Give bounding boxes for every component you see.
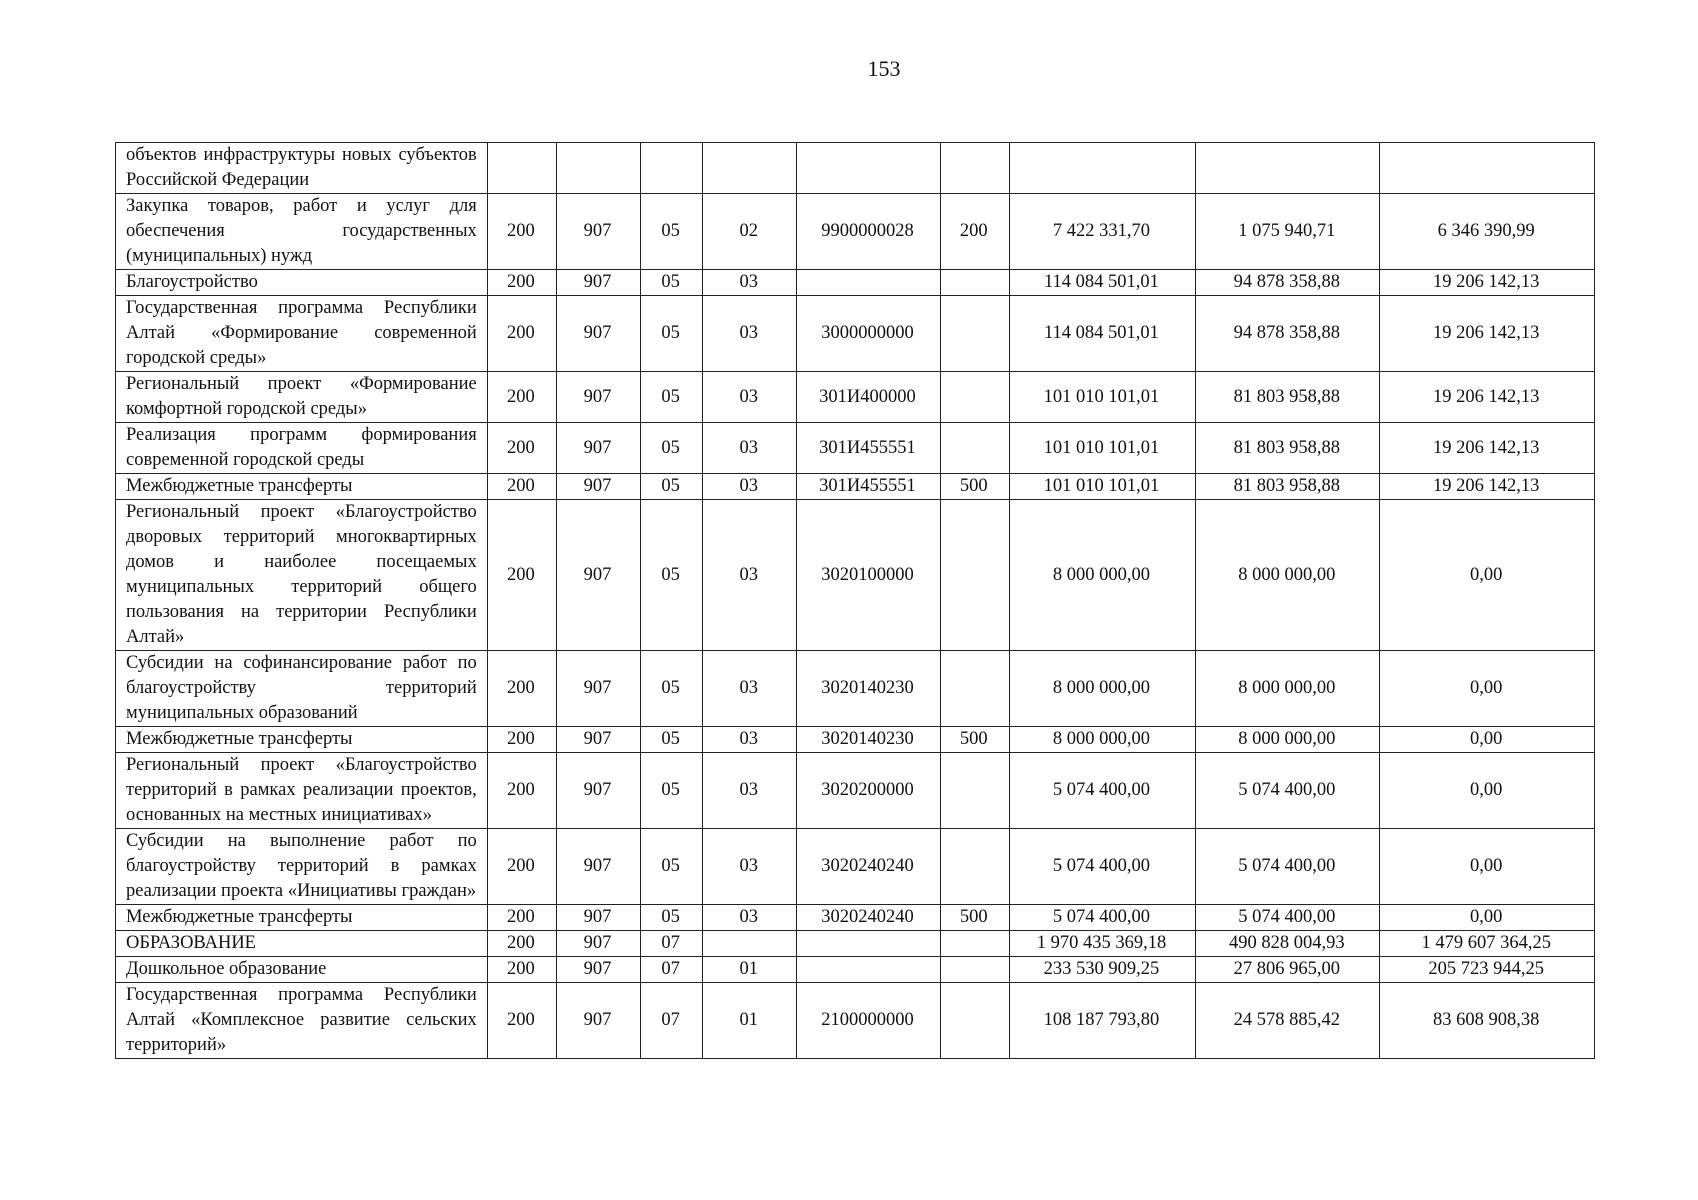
cell: 19 206 142,13 xyxy=(1380,474,1595,500)
cell xyxy=(487,143,556,194)
row-name: Государственная программа Республики Алтай «Комплексное развитие сельских территорий» xyxy=(116,983,488,1059)
table-row xyxy=(116,474,1595,500)
cell xyxy=(940,372,1009,423)
cell: 907 xyxy=(556,829,640,905)
cell: 3020140230 xyxy=(797,651,940,727)
row-name: Межбюджетные трансферты xyxy=(116,727,488,753)
cell: 200 xyxy=(487,423,556,474)
row-name: Благоустройство xyxy=(116,270,488,296)
cell: 05 xyxy=(641,753,703,829)
cell xyxy=(940,931,1009,957)
cell: 301И455551 xyxy=(797,474,940,500)
cell: 94 878 358,88 xyxy=(1196,270,1380,296)
cell xyxy=(940,651,1009,727)
cell: 108 187 793,80 xyxy=(1009,983,1195,1059)
cell xyxy=(1009,143,1195,194)
cell: 24 578 885,42 xyxy=(1196,983,1380,1059)
cell: 6 346 390,99 xyxy=(1380,194,1595,270)
cell xyxy=(940,957,1009,983)
cell: 81 803 958,88 xyxy=(1196,372,1380,423)
cell: 0,00 xyxy=(1380,753,1595,829)
cell: 114 084 501,01 xyxy=(1009,270,1195,296)
cell xyxy=(797,931,940,957)
cell: 07 xyxy=(641,983,703,1059)
table-row xyxy=(116,829,1595,905)
table-body xyxy=(116,143,1595,1059)
table-row xyxy=(116,983,1595,1059)
cell xyxy=(797,270,940,296)
cell: 5 074 400,00 xyxy=(1196,905,1380,931)
cell: 03 xyxy=(703,423,797,474)
row-name: Региональный проект «Формирование комфортной городской среды» xyxy=(116,372,488,423)
cell: 0,00 xyxy=(1380,651,1595,727)
cell: 1 479 607 364,25 xyxy=(1380,931,1595,957)
row-name: Межбюджетные трансферты xyxy=(116,474,488,500)
cell: 05 xyxy=(641,905,703,931)
cell: 907 xyxy=(556,957,640,983)
row-name: Закупка товаров, работ и услуг для обеспечения государственных (муниципальных) нужд xyxy=(116,194,488,270)
cell: 8 000 000,00 xyxy=(1009,727,1195,753)
cell xyxy=(703,143,797,194)
cell: 03 xyxy=(703,829,797,905)
cell: 200 xyxy=(487,753,556,829)
cell: 490 828 004,93 xyxy=(1196,931,1380,957)
cell: 0,00 xyxy=(1380,905,1595,931)
cell: 19 206 142,13 xyxy=(1380,296,1595,372)
cell: 05 xyxy=(641,474,703,500)
cell: 101 010 101,01 xyxy=(1009,474,1195,500)
cell: 5 074 400,00 xyxy=(1009,905,1195,931)
cell: 200 xyxy=(487,905,556,931)
cell xyxy=(940,983,1009,1059)
table-row xyxy=(116,296,1595,372)
cell: 3000000000 xyxy=(797,296,940,372)
cell: 19 206 142,13 xyxy=(1380,270,1595,296)
cell: 0,00 xyxy=(1380,829,1595,905)
table-row xyxy=(116,143,1595,194)
cell xyxy=(1380,143,1595,194)
cell: 200 xyxy=(940,194,1009,270)
cell: 02 xyxy=(703,194,797,270)
cell: 200 xyxy=(487,194,556,270)
cell: 200 xyxy=(487,500,556,651)
cell: 03 xyxy=(703,296,797,372)
cell xyxy=(556,143,640,194)
cell: 5 074 400,00 xyxy=(1009,829,1195,905)
cell: 3020100000 xyxy=(797,500,940,651)
cell: 200 xyxy=(487,829,556,905)
cell: 05 xyxy=(641,651,703,727)
cell: 3020240240 xyxy=(797,829,940,905)
cell: 03 xyxy=(703,372,797,423)
table-row xyxy=(116,270,1595,296)
budget-table xyxy=(115,142,1595,1059)
row-name: объектов инфраструктуры новых субъектов Российской Федерации xyxy=(116,143,488,194)
cell: 200 xyxy=(487,983,556,1059)
cell: 07 xyxy=(641,931,703,957)
cell: 9900000028 xyxy=(797,194,940,270)
table-row xyxy=(116,423,1595,474)
cell: 500 xyxy=(940,905,1009,931)
cell xyxy=(797,143,940,194)
cell xyxy=(940,296,1009,372)
cell: 8 000 000,00 xyxy=(1196,727,1380,753)
cell xyxy=(940,500,1009,651)
cell xyxy=(940,143,1009,194)
table-row xyxy=(116,651,1595,727)
cell: 200 xyxy=(487,270,556,296)
table-row xyxy=(116,753,1595,829)
cell: 101 010 101,01 xyxy=(1009,372,1195,423)
cell: 907 xyxy=(556,372,640,423)
cell xyxy=(1196,143,1380,194)
row-name: Государственная программа Республики Алтай «Формирование современной городской среды» xyxy=(116,296,488,372)
cell: 907 xyxy=(556,983,640,1059)
cell: 1 075 940,71 xyxy=(1196,194,1380,270)
cell: 83 608 908,38 xyxy=(1380,983,1595,1059)
table-row xyxy=(116,194,1595,270)
cell: 200 xyxy=(487,957,556,983)
cell: 05 xyxy=(641,500,703,651)
cell xyxy=(940,270,1009,296)
cell: 200 xyxy=(487,727,556,753)
table-row xyxy=(116,905,1595,931)
cell: 101 010 101,01 xyxy=(1009,423,1195,474)
cell: 03 xyxy=(703,474,797,500)
cell: 03 xyxy=(703,500,797,651)
cell: 0,00 xyxy=(1380,727,1595,753)
cell: 19 206 142,13 xyxy=(1380,423,1595,474)
cell: 907 xyxy=(556,753,640,829)
row-name: Субсидии на софинансирование работ по благоустройству территорий муниципальных образований xyxy=(116,651,488,727)
cell: 907 xyxy=(556,905,640,931)
row-name: Субсидии на выполнение работ по благоустройству территорий в рамках реализации проекта «Инициативы граждан» xyxy=(116,829,488,905)
cell: 500 xyxy=(940,474,1009,500)
cell: 81 803 958,88 xyxy=(1196,474,1380,500)
cell: 27 806 965,00 xyxy=(1196,957,1380,983)
table-row xyxy=(116,931,1595,957)
cell: 03 xyxy=(703,753,797,829)
cell: 07 xyxy=(641,957,703,983)
cell: 19 206 142,13 xyxy=(1380,372,1595,423)
cell: 2100000000 xyxy=(797,983,940,1059)
page-number: 153 xyxy=(867,56,901,81)
cell: 8 000 000,00 xyxy=(1196,500,1380,651)
cell: 03 xyxy=(703,727,797,753)
table-row xyxy=(116,727,1595,753)
cell xyxy=(797,957,940,983)
cell: 907 xyxy=(556,474,640,500)
cell: 3020200000 xyxy=(797,753,940,829)
cell: 05 xyxy=(641,829,703,905)
cell: 301И400000 xyxy=(797,372,940,423)
cell: 5 074 400,00 xyxy=(1196,753,1380,829)
cell: 500 xyxy=(940,727,1009,753)
cell xyxy=(940,829,1009,905)
cell: 03 xyxy=(703,270,797,296)
cell: 05 xyxy=(641,423,703,474)
row-name: ОБРАЗОВАНИЕ xyxy=(116,931,488,957)
row-name: Региональный проект «Благоустройство дворовых территорий многоквартирных домов и наиболее посещаемых муниципальных территорий общего пользования на территории Республики Алтай» xyxy=(116,500,488,651)
cell: 7 422 331,70 xyxy=(1009,194,1195,270)
cell: 907 xyxy=(556,500,640,651)
cell: 5 074 400,00 xyxy=(1196,829,1380,905)
cell: 5 074 400,00 xyxy=(1009,753,1195,829)
cell: 205 723 944,25 xyxy=(1380,957,1595,983)
row-name: Дошкольное образование xyxy=(116,957,488,983)
cell xyxy=(940,753,1009,829)
cell: 8 000 000,00 xyxy=(1009,500,1195,651)
cell: 200 xyxy=(487,931,556,957)
cell: 8 000 000,00 xyxy=(1009,651,1195,727)
cell: 907 xyxy=(556,651,640,727)
cell: 1 970 435 369,18 xyxy=(1009,931,1195,957)
cell: 200 xyxy=(487,372,556,423)
table-row xyxy=(116,372,1595,423)
cell: 301И455551 xyxy=(797,423,940,474)
cell: 907 xyxy=(556,423,640,474)
cell: 907 xyxy=(556,270,640,296)
cell: 907 xyxy=(556,727,640,753)
row-name: Реализация программ формирования современной городской среды xyxy=(116,423,488,474)
cell: 3020240240 xyxy=(797,905,940,931)
cell: 233 530 909,25 xyxy=(1009,957,1195,983)
table-row xyxy=(116,500,1595,651)
cell: 907 xyxy=(556,194,640,270)
cell: 05 xyxy=(641,727,703,753)
cell: 03 xyxy=(703,905,797,931)
row-name: Межбюджетные трансферты xyxy=(116,905,488,931)
cell: 05 xyxy=(641,296,703,372)
cell: 01 xyxy=(703,957,797,983)
cell: 05 xyxy=(641,270,703,296)
cell: 05 xyxy=(641,372,703,423)
cell: 0,00 xyxy=(1380,500,1595,651)
cell: 8 000 000,00 xyxy=(1196,651,1380,727)
cell: 114 084 501,01 xyxy=(1009,296,1195,372)
cell: 01 xyxy=(703,983,797,1059)
cell: 200 xyxy=(487,651,556,727)
cell: 3020140230 xyxy=(797,727,940,753)
cell: 03 xyxy=(703,651,797,727)
cell: 05 xyxy=(641,194,703,270)
cell: 200 xyxy=(487,474,556,500)
cell xyxy=(703,931,797,957)
cell xyxy=(940,423,1009,474)
table-row xyxy=(116,957,1595,983)
cell: 907 xyxy=(556,296,640,372)
cell: 200 xyxy=(487,296,556,372)
row-name: Региональный проект «Благоустройство территорий в рамках реализации проектов, основанных на местных инициативах» xyxy=(116,753,488,829)
cell xyxy=(641,143,703,194)
cell: 907 xyxy=(556,931,640,957)
cell: 81 803 958,88 xyxy=(1196,423,1380,474)
cell: 94 878 358,88 xyxy=(1196,296,1380,372)
